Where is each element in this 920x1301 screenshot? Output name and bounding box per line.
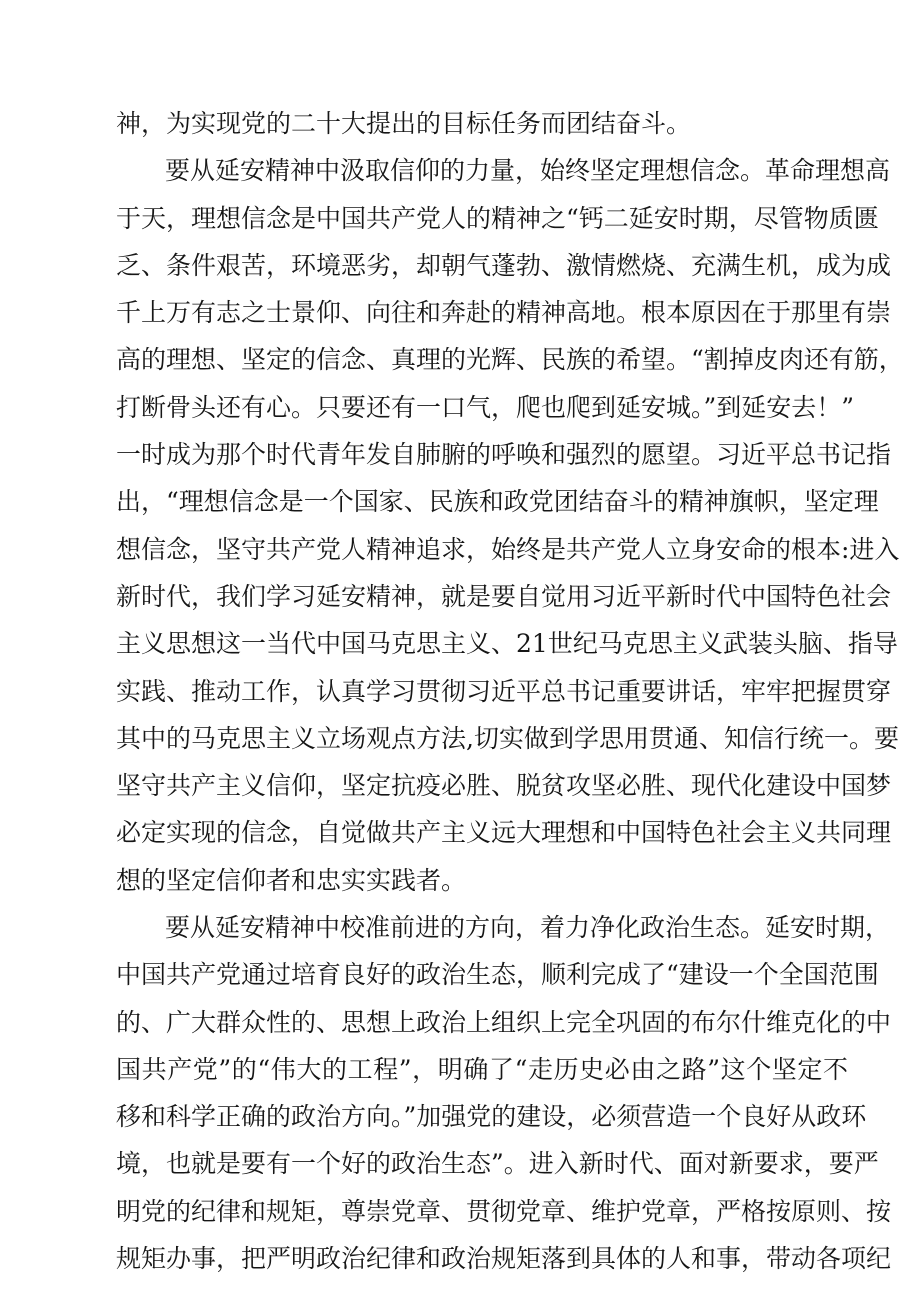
text-line: 境，也就是要有一个好的政治生态”。进入新时代、面对新要求，要严 [116,1149,879,1178]
text-line: 主义思想这一当代中国马克思主义、21世纪马克思主义武装头脑、指导 [116,629,898,658]
text-line: 神，为实现党的二十大提出的目标任务而团结奋斗。 [116,109,692,138]
text-line: 中国共产党通过培育良好的政治生态，顺利完成了“建设一个全国范围 [116,960,879,989]
text-line: 想的坚定信仰者和忠实实践者。 [116,866,467,895]
paragraph-start-line: 要从延安精神中校准前进的方向，着力净化政治生态。延安时期， [165,913,891,942]
text-line: 出，“理想信念是一个国家、民族和政党团结奋斗的精神旗帜，坚定理 [116,487,879,516]
text-line: 新时代，我们学习延安精神，就是要自觉用习近平新时代中国特色社会 [116,582,892,611]
text-line: 规矩办事，把严明政治纪律和政治规矩落到具体的人和事，带动各项纪 [116,1244,892,1273]
text-line: 明党的纪律和规矩，尊崇党章、贯彻党章、维护党章，严格按原则、按 [116,1197,892,1226]
text-line: 实践、推动工作，认真学习贯彻习近平总书记重要讲话，牢牢把握贯穿 [116,677,892,706]
text-line: 坚守共产主义信仰，坚定抗疫必胜、脱贫攻坚必胜、现代化建设中国梦 [116,771,892,800]
text-line: 国共产党”的“伟大的工程”，明确了“走历史必由之路”这个坚定不 [116,1055,848,1084]
text-line: 想信念，坚守共产党人精神追求，始终是共产党人立身安命的根本:进入 [116,535,900,564]
text-line: 其中的马克思主义立场观点方法,切实做到学思用贯通、知信行统一。要 [116,724,899,753]
text-line: 移和科学正确的政治方向。”加强党的建设，必须营造一个良好从政环 [116,1102,867,1131]
text-line: 乏、条件艰苦，环境恶劣，却朝气蓬勃、激情燃烧、充满生机，成为成 [116,251,892,280]
text-line: 必定实现的信念，自觉做共产主义远大理想和中国特色社会主义共同理 [116,818,892,847]
text-line: 打断骨头还有心。只要还有一口气，爬也爬到延安城。”到延安去！” [116,393,855,422]
paragraph-start-line: 要从延安精神中汲取信仰的力量，始终坚定理想信念。革命理想高 [165,156,891,185]
text-line: 高的理想、坚定的信念、真理的光辉、民族的希望。“割掉皮肉还有筋， [116,345,904,374]
text-line: 一时成为那个时代青年发自肺腑的呼唤和强烈的愿望。习近平总书记指 [116,440,892,469]
text-line: 的、广大群众性的、思想上政治上组织上完全巩固的布尔什维克化的中 [116,1008,892,1037]
text-line: 于天，理想信念是中国共产党人的精神之“钙二延安时期，尽管物质匮 [116,204,879,233]
text-line: 千上万有志之士景仰、向往和奔赴的精神高地。根本原因在于那里有崇 [116,298,892,327]
